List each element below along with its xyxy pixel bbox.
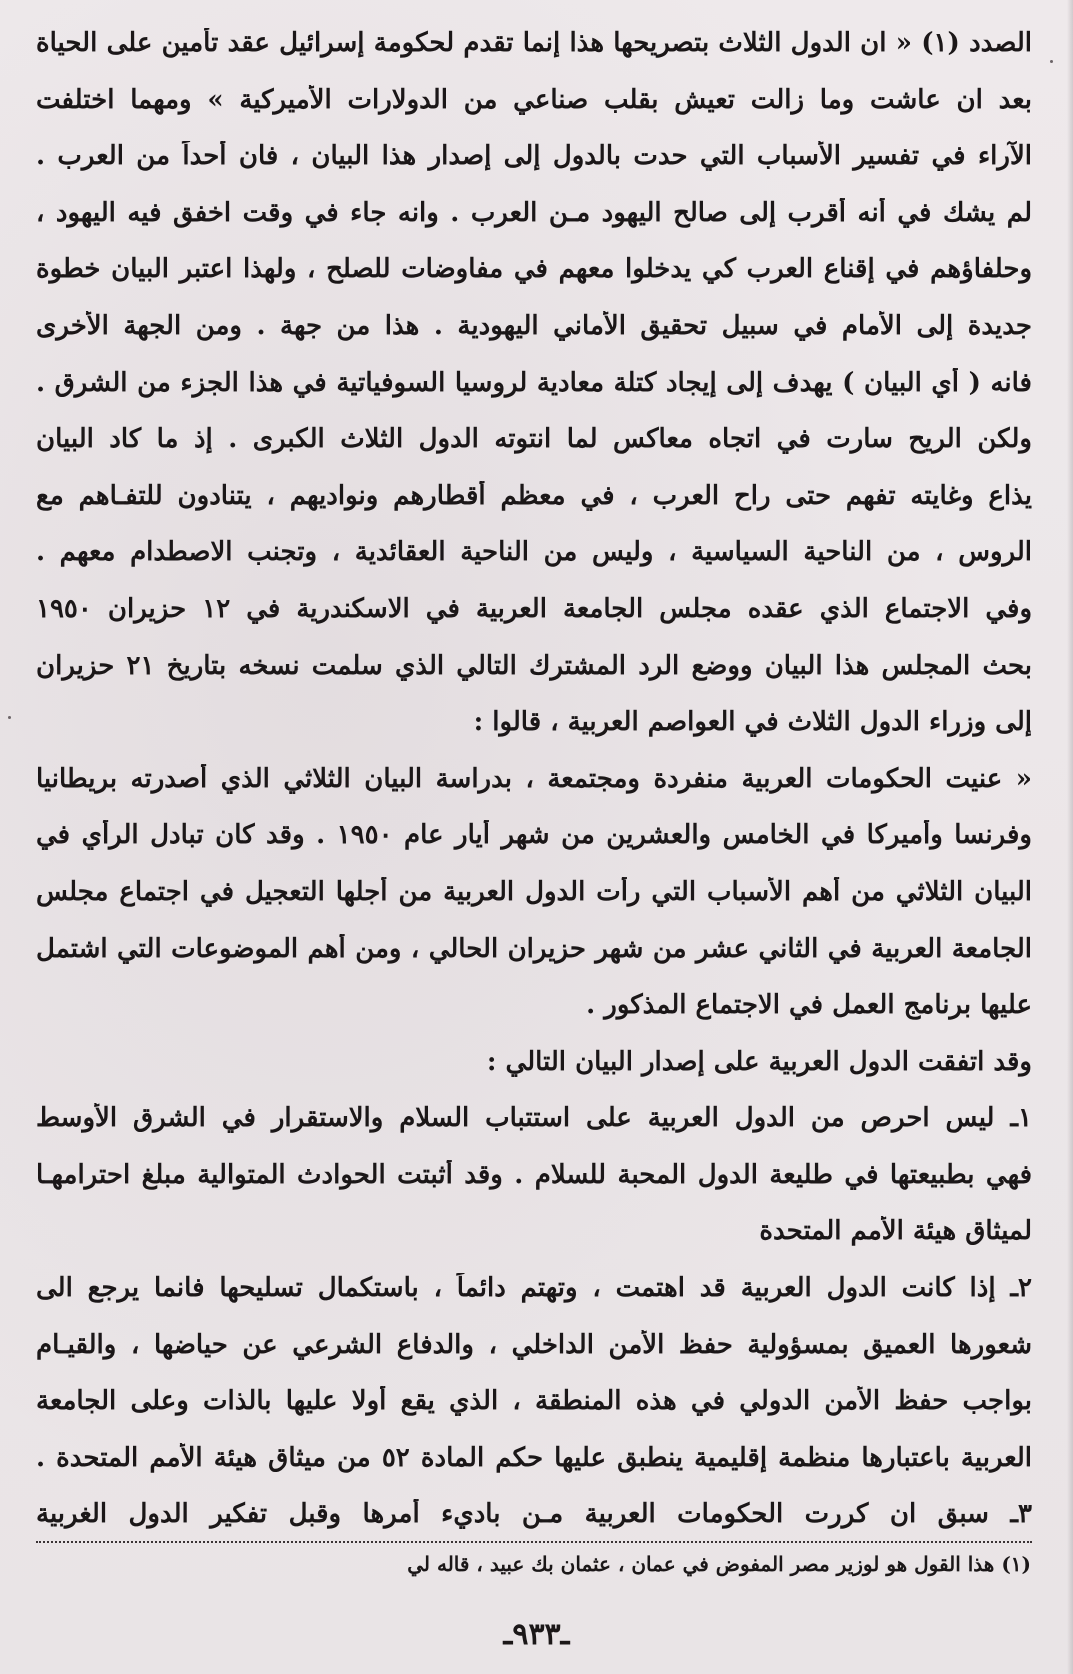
text-line: الآراء في تفسير الأسباب التي حدت بالدول إلى إصدار هذا البيان ، فان أحداً من العرب . [36, 141, 1032, 172]
text-line: الصدد (١) « ان الدول الثلاث بتصريحها هذا إنما تقدم لحكومة إسرائيل عقد تأمين على الحياة [36, 28, 1032, 58]
scan-speck [8, 716, 11, 719]
text-line: وفرنسا وأميركا في الخامس والعشرين من شهر أيار عام ١٩٥٠ . وقد كان تبادل الرأي في [36, 820, 1032, 851]
text-line: « عنيت الحكومات العربية منفردة ومجتمعة ، بدراسة البيان الثلاثي الذي أصدرته بريطانيا [36, 763, 1032, 794]
text-line: وفي الاجتماع الذي عقده مجلس الجامعة العربية في الاسكندرية في ١٢ حزيران ١٩٥٠ [36, 593, 1032, 624]
text-line: ٢ـ إذا كانت الدول العربية قد اهتمت ، وتهتم دائماً ، باستكمال تسليحها فانما يرجع الى [36, 1273, 1032, 1304]
scan-speck [1050, 60, 1053, 63]
text-line: وقد اتفقت الدول العربية على إصدار البيان التالي : [486, 1046, 1032, 1077]
text-line: الروس ، من الناحية السياسية ، وليس من الناحية العقائدية ، وتجنب الاصطدام معهم . [36, 537, 1032, 568]
text-line: لميثاق هيئة الأمم المتحدة [759, 1216, 1032, 1247]
text-line: ولكن الريح سارت في اتجاه معاكس لما انتوته الدول الثلاث الكبرى . إذ ما كاد البيان [36, 424, 1032, 455]
text-line: الجامعة العربية في الثاني عشر من شهر حزيران الحالي ، ومن أهم الموضوعات التي اشتمل [36, 933, 1032, 964]
page-edge-shadow [1067, 0, 1073, 1674]
text-line: ٣ـ سبق ان كررت الحكومات العربية مـن باديء أمرها وقبل تفكير الدول الغربية [36, 1499, 1032, 1530]
text-line: البيان الثلاثي من أهم الأسباب التي رأت الدول العربية من أجلها التعجيل في اجتماع مجلس [36, 876, 1032, 907]
text-line: فانه ( أي البيان ) يهدف إلى إيجاد كتلة معادية لروسيا السوفياتية في هذا الجزء من الشرق . [36, 367, 1032, 398]
text-line: لم يشك في أنه أقرب إلى صالح اليهود مـن العرب . وانه جاء في وقت اخفق فيه اليهود ، [36, 197, 1032, 228]
footnote: (١) هذا القول هو لوزير مصر المفوض في عمان ، عثمان بك عبيد ، قاله لي [407, 1552, 1031, 1576]
page-number: ـ٩٣٣ـ [503, 1617, 570, 1652]
text-line: عليها برنامج العمل في الاجتماع المذكور . [586, 990, 1032, 1021]
body-text [36, 28, 1032, 1556]
text-line: فهي بطبيعتها في طليعة الدول المحبة للسلام . وقد أثبتت الحوادث المتوالية مبلغ احترامهـا [36, 1159, 1032, 1190]
text-line: بواجب حفظ الأمن الدولي في هذه المنطقة ، الذي يقع أولا عليها بالذات وعلى الجامعة [36, 1386, 1032, 1417]
text-line: جديدة إلى الأمام في سبيل تحقيق الأماني اليهودية . هذا من جهة . ومن الجهة الأخرى [36, 310, 1032, 341]
text-line: إلى وزراء الدول الثلاث في العواصم العربية ، قالوا : [473, 707, 1032, 738]
text-line: بحث المجلس هذا البيان ووضع الرد المشترك التالي الذي سلمت نسخه بتاريخ ٢١ حزيران [36, 650, 1032, 681]
text-line: وحلفاؤهم في إقناع العرب كي يدخلوا معهم في مفاوضات للصلح ، ولهذا اعتبر البيان خطوة [36, 254, 1032, 285]
text-line: شعورها العميق بمسؤولية حفظ الأمن الداخلي ، والدفاع الشرعي عن حياضها ، والقيـام [36, 1329, 1032, 1360]
text-line: ١ـ ليس احرص من الدول العربية على استتباب السلام والاستقرار في الشرق الأوسط [36, 1103, 1032, 1134]
footnote-divider [36, 1541, 1032, 1543]
text-line: العربية باعتبارها منظمة إقليمية ينطبق عليها حكم المادة ٥٢ من ميثاق هيئة الأمم المتحدة . [36, 1442, 1032, 1473]
text-line: يذاع وغايته تفهم حتى راح العرب ، في معظم أقطارهم ونواديهم ، يتنادون للتفـاهم مع [36, 480, 1032, 511]
text-line: بعد ان عاشت وما زالت تعيش بقلب صناعي من الدولارات الأميركية » ومهما اختلفت [36, 84, 1032, 115]
